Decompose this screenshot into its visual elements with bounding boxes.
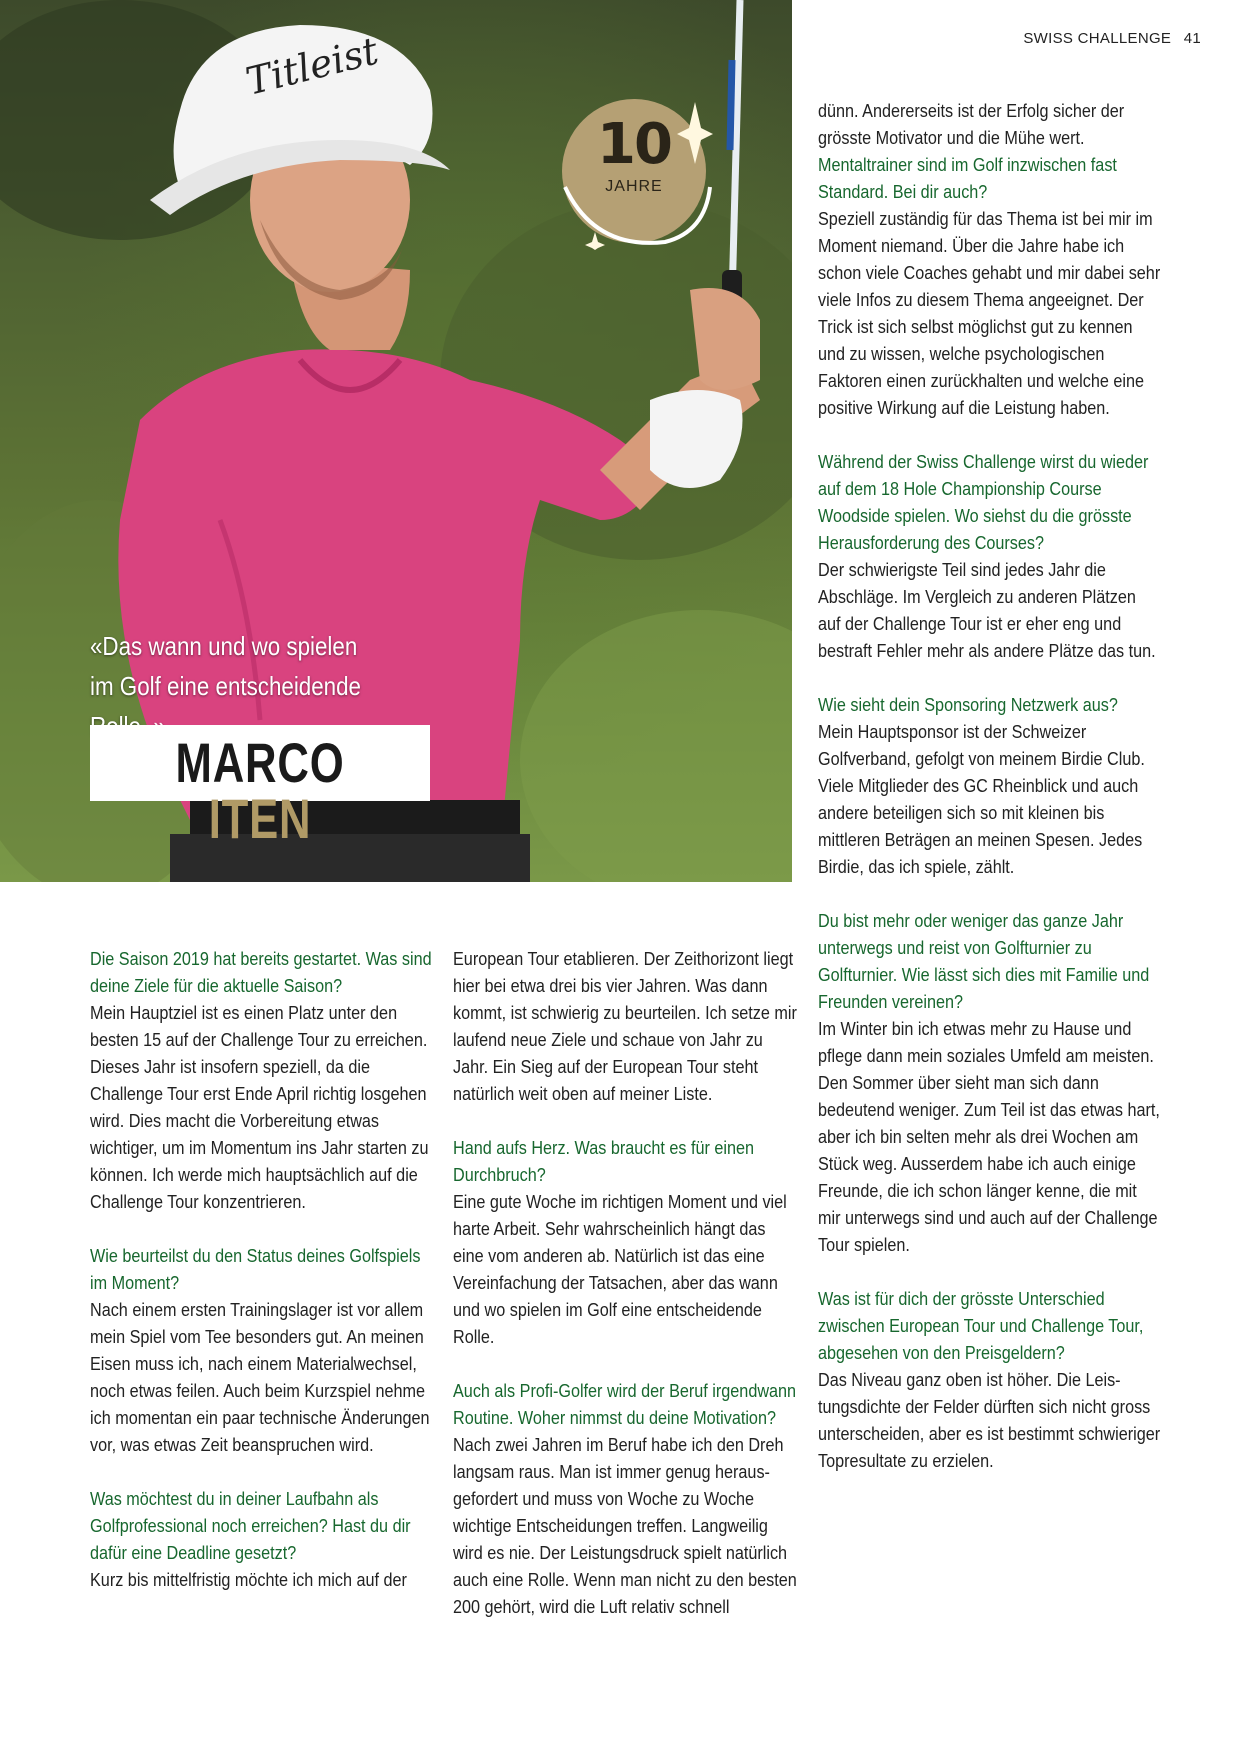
name-plate (90, 725, 430, 850)
question: Was ist für dich der grösste Unterschied zwischen European Tour und Challenge Tour, abgesehen von den Preisgeldern? (818, 1289, 1144, 1363)
text-column-1 (90, 946, 435, 1594)
answer: Im Winter bin ich etwas mehr zu Hause und pflege dann mein soziales Umfeld am meisten. Den Sommer über sieht man sich dann bedeutend weniger. Zum Teil ist das etwas hart, aber ich bin selten mehr als drei Wochen am Stück weg. Ausserdem habe ich auch einige Freunde, die ich schon länger kenne, die mit mir unterwegs sind und auch auf der Challenge Tour spielen. (818, 1019, 1160, 1255)
question: Hand aufs Herz. Was braucht es für einen Durchbruch? (453, 1138, 755, 1185)
answer: Mein Hauptsponsor ist der Schweizer Golfverband, gefolgt von meinem Birdie Club. Viele Mitglieder des GC Rheinblick und auch andere beteiligen sich so mit kleinen bis mittleren Beträgen an meinen Spesen. Jedes Birdie, das ich spiele, zählt. (818, 722, 1145, 877)
first-name: MARCO (175, 731, 345, 794)
answer: Eine gute Woche im richtigen Moment und viel harte Arbeit. Sehr wahrscheinlich hängt das eine vom anderen ab. Natürlich ist das eine Vereinfachung der Tatsachen, aber das wann und wo spielen im Golf eine entscheidende Rolle. (453, 1192, 787, 1347)
question: Die Saison 2019 hat bereits gestartet. Was sind deine Ziele für die aktuelle Saison? (90, 949, 432, 996)
running-header (1023, 30, 1201, 47)
question: Mentaltrainer sind im Golf inzwischen fast Standard. Bei dir auch? (818, 155, 1117, 202)
page-number: 41 (1183, 30, 1201, 47)
answer: dünn. Andererseits ist der Erfolg sicher der grösste Motivator und die Mühe wert. (818, 101, 1125, 148)
hero-photo (0, 0, 792, 882)
badge-number: 10 (597, 112, 671, 177)
last-name: ITEN (208, 787, 312, 850)
answer: Kurz bis mittelfristig möchte ich mich auf der (90, 1570, 407, 1590)
answer: Mein Hauptziel ist es einen Platz unter den besten 15 auf der Challenge Tour zu erreichen. Dieses Jahr ist insofern speziell, da die Challenge Tour erst Ende April richtig losgehen wird. Dies macht die Vorbereitung etwas wichtiger, um im Momentum ins Jahr starten zu können. Ich werde mich hauptsächlich auf die Challenge Tour konzentrieren. (90, 1003, 429, 1212)
badge-label: JAHRE (605, 178, 663, 195)
question: Wie beurteilst du den Status deines Golfspiels im Moment? (90, 1246, 421, 1293)
player-name (127, 731, 392, 850)
answer: Speziell zuständig für das Thema ist bei mir im Moment niemand. Über die Jahre habe ich schon viele Coaches gehabt und mir dabei sehr viele Infos zu diesem Thema angeeignet. Der Trick ist sich selbst möglichst gut zu kennen und zu wissen, welche psychologischen Faktoren einen zurückhalten und welche eine positive Wirkung auf die Leistung haben. (818, 209, 1161, 418)
text-column-2 (453, 946, 798, 1621)
pull-quote: «Das wann und wo spielen im Golf eine entscheidende (90, 631, 361, 701)
answer: Nach zwei Jahren im Beruf habe ich den Dreh langsam raus. Man ist immer genug herausgefordert und muss von Woche zu Woche wichtige Entscheidungen treffen. Langweilig wird es nie. Der Leistungsdruck spielt natürlich auch eine Rolle. Wenn man nicht zu den besten 200 gehört, wird die Luft relativ schnell (453, 1435, 797, 1617)
answer: Nach einem ersten Trainingslager ist vor allem mein Spiel vom Tee besonders gut. An meinen Eisen muss ich, nach einem Materialwechsel, noch etwas feilen. Auch beim Kurzspiel nehme ich momentan ein paar technische Änderungen vor, was etwas Zeit beanspruchen wird. (90, 1300, 430, 1455)
section-title: SWISS CHALLENGE (1023, 30, 1172, 47)
answer: Das Niveau ganz oben ist höher. Die Leistungsdichte der Felder dürften sich nicht gross unterscheiden, aber es ist bestimmt schwieriger Topresultate zu erzielen. (818, 1370, 1161, 1471)
svg-text:Titleist: Titleist (241, 28, 383, 104)
question: Wie sieht dein Sponsoring Netzwerk aus? (818, 695, 1118, 715)
answer: European Tour etablieren. Der Zeithorizont liegt hier bei etwa drei bis vier Jahren. Was dann kommt, ist schwierig zu beurteilen. Ich setze mir laufend neue Ziele und schaue von Jahr zu Jahr. Ein Sieg auf der European Tour steht natürlich weit oben auf meiner Liste. (453, 949, 797, 1104)
text-column-3 (818, 98, 1163, 1475)
anniversary-badge (555, 92, 713, 250)
question: Auch als Profi-Golfer wird der Beruf irgendwann Routine. Woher nimmst du deine Motivation? (453, 1381, 797, 1428)
question: Du bist mehr oder weniger das ganze Jahr unterwegs und reist von Golfturnier zu Golfturnier. Wie lässt sich dies mit Familie und Freunden vereinen? (818, 911, 1150, 1012)
answer: Der schwierigste Teil sind jedes Jahr die Abschläge. Im Vergleich zu anderen Plätzen auf der Challenge Tour ist er eher eng und bestraft Fehler mehr als andere Plätze das tun. (818, 560, 1156, 661)
question: Was möchtest du in deiner Laufbahn als Golfprofessional noch erreichen? Hast du dir dafür eine Deadline gesetzt? (90, 1489, 411, 1563)
question: Während der Swiss Challenge wirst du wieder auf dem 18 Hole Championship Course Woodside spielen. Wo siehst du die grösste Herausforderung des Courses? (818, 452, 1149, 553)
